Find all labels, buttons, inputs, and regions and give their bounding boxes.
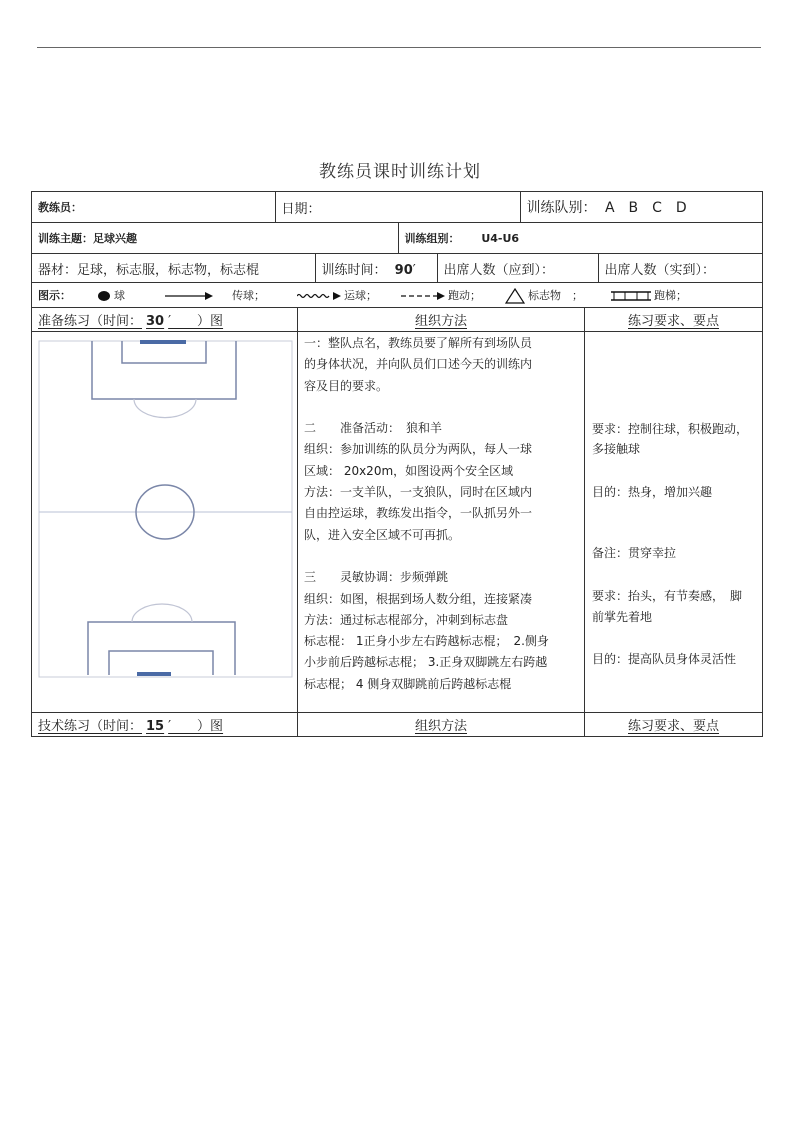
requirements-header-2: 练习要求、要点 (628, 719, 720, 734)
equipment-label: 器材： (38, 262, 78, 278)
time-value: 90 (394, 262, 413, 278)
req-line: 多接触球 (592, 442, 641, 456)
dribble-arrow-icon (297, 291, 341, 301)
org-line: 标志棍； 4 侧身双脚跳前后跨越标志棍 (304, 676, 512, 691)
org-line: 方法：一支羊队，一支狼队，同时在区域内 (304, 485, 533, 500)
group-value: U4-U6 (481, 232, 520, 245)
top-goal (140, 340, 186, 344)
theme-value: 足球兴趣 (93, 232, 137, 245)
legend-pass-text: 传球； (232, 289, 265, 302)
org-line: 一：整队点名，教练员要了解所有到场队员 (304, 336, 533, 350)
soccer-pitch-diagram (32, 332, 298, 708)
org-line: 组织：参加训练的队员分为两队，每人一球 (304, 442, 533, 457)
org-line: 队，进入安全区域不可再抓。 (304, 527, 461, 542)
org-method-cell (298, 332, 585, 713)
org-line: 区域： 20x20m，如图设两个安全区域 (304, 463, 514, 478)
run-arrow-icon (401, 291, 445, 301)
req-line: 要求：抬头，有节奏感， 脚 (592, 589, 743, 603)
org-line: 小步前后跨越标志棍； 3.正身双脚跳左右跨越 (304, 655, 548, 670)
org-line: 三 灵敏协调：步频弹跳 (304, 570, 449, 585)
requirements-header: 练习要求、要点 (628, 314, 720, 329)
legend-marker (505, 287, 584, 304)
legend-label: 图示： (38, 289, 71, 302)
org-method-text (298, 332, 584, 695)
group-label: 训练组别： (404, 232, 460, 245)
prep-section-label: 准备练习（时间： 30 ′ ）图 (38, 314, 224, 329)
equipment-value: 足球，标志服，标志物，标志棍 (77, 262, 260, 278)
page-title: 教练员课时训练计划 (319, 162, 481, 182)
coach-label: 教练员： (38, 201, 82, 214)
tech-time: 15 (146, 719, 165, 734)
pass-arrow-icon (165, 291, 213, 301)
legend-marker-text: 标志物 ； (528, 288, 583, 302)
req-line: 目的：提高队员身体灵活性 (592, 652, 737, 666)
req-line: 目的：热身，增加兴趣 (592, 485, 713, 499)
prep-time: 30 (146, 314, 165, 329)
bottom-goal-box (109, 651, 213, 675)
top-penalty-box (92, 341, 236, 399)
bottom-penalty-arc (132, 604, 192, 622)
legend-run-text: 跑动； (448, 289, 481, 302)
org-line: 方法：通过标志棍部分，冲刺到标志盘 (304, 612, 509, 627)
org-line (304, 397, 578, 418)
req-line: 要求：控制往球，积极跑动， (592, 422, 749, 436)
org-line: 二 准备活动： 狼和羊 (304, 421, 443, 436)
org-line: 自由控运球，教练发出指令，一队抓另外一 (304, 506, 533, 521)
time-label: 训练时间： (321, 262, 387, 278)
team-label: 训练队别： (526, 200, 597, 216)
legend-run (401, 287, 482, 303)
training-plan-table (31, 191, 763, 737)
legend-ladder-text: 跑梯； (654, 289, 687, 302)
legend-ball-text: 球 (114, 289, 125, 302)
top-rule (37, 47, 761, 48)
expected-attendance-label: 出席人数（应到）： (443, 262, 555, 278)
legend-dribble (297, 287, 378, 303)
top-penalty-arc (134, 399, 196, 418)
ball-icon (97, 290, 111, 302)
org-line: 的身体状况，并向队员们口述今天的训练内 (304, 357, 533, 372)
time-unit: ′ (412, 262, 416, 278)
pitch-diagram-cell (32, 332, 298, 713)
tech-section-label: 技术练习（时间： 15 ′ ）图 (38, 719, 224, 734)
actual-attendance-label: 出席人数（实到）： (604, 262, 716, 278)
requirements-text (585, 332, 762, 707)
top-goal-box (122, 341, 206, 363)
date-label: 日期： (281, 201, 321, 217)
org-method-header-2: 组织方法 (414, 719, 467, 734)
legend-dribble-text: 运球； (344, 289, 377, 302)
theme-label: 训练主题： (38, 232, 93, 245)
legend-row (32, 283, 763, 308)
req-line: 前掌先着地 (592, 610, 653, 624)
ladder-icon (611, 290, 651, 302)
org-line: 容及目的要求。 (304, 378, 389, 393)
org-line: 组织：如图，根据到场人数分组，连接紧凑 (304, 591, 533, 606)
org-line (304, 546, 578, 567)
bottom-goal (137, 672, 171, 676)
legend-ball (97, 287, 126, 303)
legend-ladder (611, 287, 688, 303)
marker-cone-icon (505, 288, 525, 304)
req-line: 备注：贯穿幸拉 (592, 546, 677, 560)
team-options: A B C D (604, 200, 687, 216)
org-line: 标志棍： 1正身小步左右跨越标志棍； 2.侧身 (304, 634, 549, 649)
legend-pass (165, 287, 266, 303)
org-method-header: 组织方法 (414, 314, 467, 329)
requirements-cell (585, 332, 763, 713)
